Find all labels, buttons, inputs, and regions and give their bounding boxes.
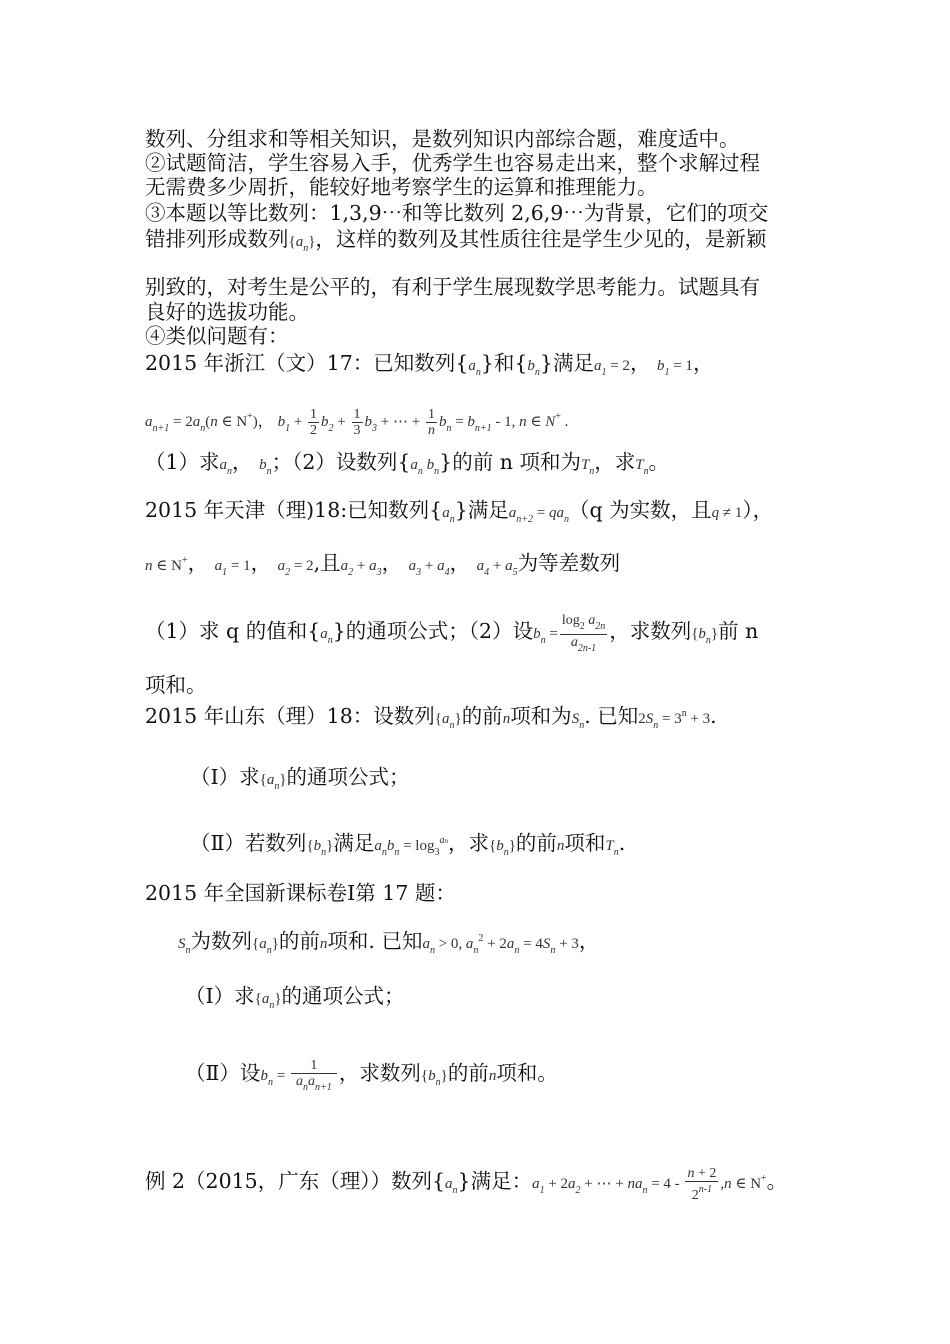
example-2 [145, 1166, 787, 1204]
tianjin-conditions [145, 548, 620, 586]
text: 错排列形成数列 [145, 227, 289, 251]
math: n ∈ N+ [145, 555, 188, 574]
math: $b_1$ + $\frac{1}{2}$ $b_2$ + $\frac{1}{3}$ $b_3$ + ⋯ + $\frac{1}{n}$ $b_n = b_{n+1} - 1$, n ∈ N+ . [277, 407, 569, 439]
text: 。 [766, 1169, 788, 1193]
text: }的通项公式；（2）设 [332, 618, 534, 643]
math: $S_n$ [178, 936, 191, 956]
paragraph-line: ④类似问题有： [145, 324, 289, 348]
text: （1）求 [145, 450, 220, 474]
text: }满足 [454, 498, 509, 522]
text: 满足 [333, 831, 375, 855]
math: $a_4 + a_5$ [476, 558, 518, 578]
tianjin-problem-title [145, 497, 773, 533]
math: $a_n$ [442, 505, 455, 525]
text: 的前 [447, 1060, 489, 1085]
paragraph-line: ③本题以等比数列：1,3,9⋯和等比数列 2,6,9⋯为背景，它们的项交 [145, 201, 769, 225]
text: . 已知 [584, 704, 639, 728]
math: n [488, 1067, 497, 1084]
text: （Ⅱ）若数列 [190, 831, 307, 855]
math: $T_n$ [605, 838, 619, 858]
math: $a_n$ [320, 625, 333, 646]
text: ， [257, 412, 278, 430]
national-part-1 [185, 983, 405, 1019]
text: ， [187, 551, 209, 575]
math: $a_3 + a_4$ [408, 558, 450, 578]
shandong-part-1 [190, 764, 410, 800]
math: $b_n$ = $\frac{\log_2 a_{2n}}{a_{2n-1}}$ [533, 613, 606, 654]
text: ,且 [313, 551, 341, 575]
math: $a_2 + a_3$ [340, 558, 382, 578]
text: }和{ [480, 351, 528, 375]
paragraph-line: 无需费多少周折，能较好地考察学生的运算和推理能力。 [145, 175, 658, 199]
text: }的前 n 项和为 [439, 450, 581, 474]
text: 项和为 [510, 704, 572, 728]
text: ， [578, 929, 600, 953]
math: $2S_n = 3^n + 3$ [638, 708, 711, 731]
national-problem-title: 2015 年全国新课标卷Ⅰ第 17 题： [145, 881, 456, 905]
text: 2015 年浙江（文）17：已知数列{ [145, 351, 469, 375]
text: （Ⅰ）求 [190, 765, 260, 789]
text: ， [449, 551, 471, 575]
text: ， [381, 551, 403, 575]
math: n [556, 838, 565, 854]
shandong-part-2 [190, 828, 625, 866]
math: $\{a_n\}$ [434, 711, 462, 731]
math: $\{b_n\}$ [306, 838, 334, 858]
text: . [710, 704, 717, 728]
zhejiang-questions [145, 449, 669, 485]
math: $a_1 + 2a_2$ + ⋯ + $na_n = 4$ - $\frac{n + 2}{2^{n-1}}$ ,n ∈ N+ [532, 1166, 767, 1204]
math: $T_n$ [635, 457, 649, 477]
text: ，求数列 [338, 1060, 421, 1085]
math: $a_{n+2} = qa_n$ [508, 505, 569, 525]
math: $a_n > 0$, $a_n^2 + 2a_n = 4S_n + 3$ [422, 933, 579, 956]
math: n [502, 711, 511, 727]
text: （q 为实数，且 [569, 498, 712, 522]
text: 项和. 已知 [327, 929, 423, 953]
text: }满足 [539, 351, 594, 375]
text: ， [232, 450, 253, 474]
text: ，这样的数列及其性质往往是学生少见的，是新颖 [315, 227, 767, 251]
text: （Ⅰ）求 [185, 984, 255, 1008]
text: 2015 年天津（理)18:已知数列{ [145, 498, 443, 522]
text: ， [692, 351, 714, 375]
text: 的前 [515, 831, 557, 855]
math: $\{b_n\}$ [420, 1067, 448, 1088]
math: $a_{n+1} = 2a_n(n$ ∈ N+) [145, 411, 258, 434]
math: $T_n$ [580, 457, 595, 477]
math: $a_n$ $b_n$ [410, 457, 440, 477]
national-statement [178, 926, 599, 964]
paragraph-line: ②试题简洁，学生容易入手，优秀学生也容易走出来，整个求解过程 [145, 151, 760, 175]
math: $\{a_n\}$ [254, 991, 282, 1011]
text: 。 [648, 450, 670, 474]
math: $a_n$ [219, 457, 233, 477]
text: 的通项公式； [286, 765, 410, 789]
math: $a_2 = 2$ [277, 558, 314, 578]
text: 项和 [564, 831, 606, 855]
math: $b_n$ [527, 358, 540, 378]
zhejiang-formula-line [145, 404, 568, 442]
paragraph-line: 别致的，对考生是公平的，有利于学生展现数学思考能力。试题具有 [145, 275, 760, 299]
text: ， [629, 351, 651, 375]
math: $a_n$ [445, 1176, 458, 1196]
text: 的前 [461, 704, 503, 728]
math: $a_1 = 1$ [214, 558, 251, 578]
math: $b_n$ = $\frac{1}{a_na_{n+1}}$ [260, 1068, 338, 1084]
text: 2015 年山东（理）18：设数列 [145, 704, 435, 728]
national-part-2 [185, 1058, 558, 1096]
shandong-problem-title [145, 701, 717, 739]
text: 的前 [278, 929, 320, 953]
math: $b_1 = 1$ [656, 358, 693, 378]
text: 例 2（2015，广东（理））数列{ [145, 1169, 446, 1193]
text: ，求数列 [609, 618, 692, 643]
math: $\{b_n\}$ [488, 838, 516, 858]
text: ， [250, 551, 272, 575]
text: ）， [742, 498, 774, 522]
math: n [319, 936, 328, 952]
text: 的通项公式； [281, 984, 405, 1008]
text: ，求 [594, 450, 636, 474]
zhejiang-problem-title [145, 350, 713, 386]
text: 项和。 [496, 1060, 558, 1085]
text: 为数列 [190, 929, 252, 953]
tianjin-questions [145, 613, 758, 656]
text: }满足： [457, 1169, 533, 1193]
text: ，求 [447, 831, 489, 855]
math: $S_n$ [571, 711, 585, 731]
math-an-set: $\{a_n\}$ [288, 234, 316, 254]
math: $a_nb_n = \log_3^{an}$ [374, 835, 448, 858]
math: $a_n$ [468, 358, 481, 378]
math: $\{a_n\}$ [252, 936, 279, 956]
text: （1）求 q 的值和{ [145, 618, 321, 643]
text: ；（2）设数列{ [271, 450, 411, 474]
paragraph-line: 数列、分组求和等相关知识，是数列知识内部综合题，难度适中。 [145, 127, 740, 151]
paragraph-line: 项和。 [145, 673, 207, 697]
text: . [618, 831, 626, 855]
paragraph-line: 良好的选拔功能。 [145, 300, 309, 324]
paragraph-line [145, 226, 766, 262]
math: $\{b_n\}$ [691, 625, 719, 646]
math: $\{a_n\}$ [259, 772, 287, 792]
text: 前 n [718, 618, 759, 643]
math: q ≠ 1 [711, 505, 743, 521]
math: $b_n$ [259, 457, 272, 477]
text: 为等差数列 [517, 551, 621, 575]
text: （Ⅱ）设 [185, 1060, 261, 1085]
math: $a_1 = 2$ [593, 358, 630, 378]
